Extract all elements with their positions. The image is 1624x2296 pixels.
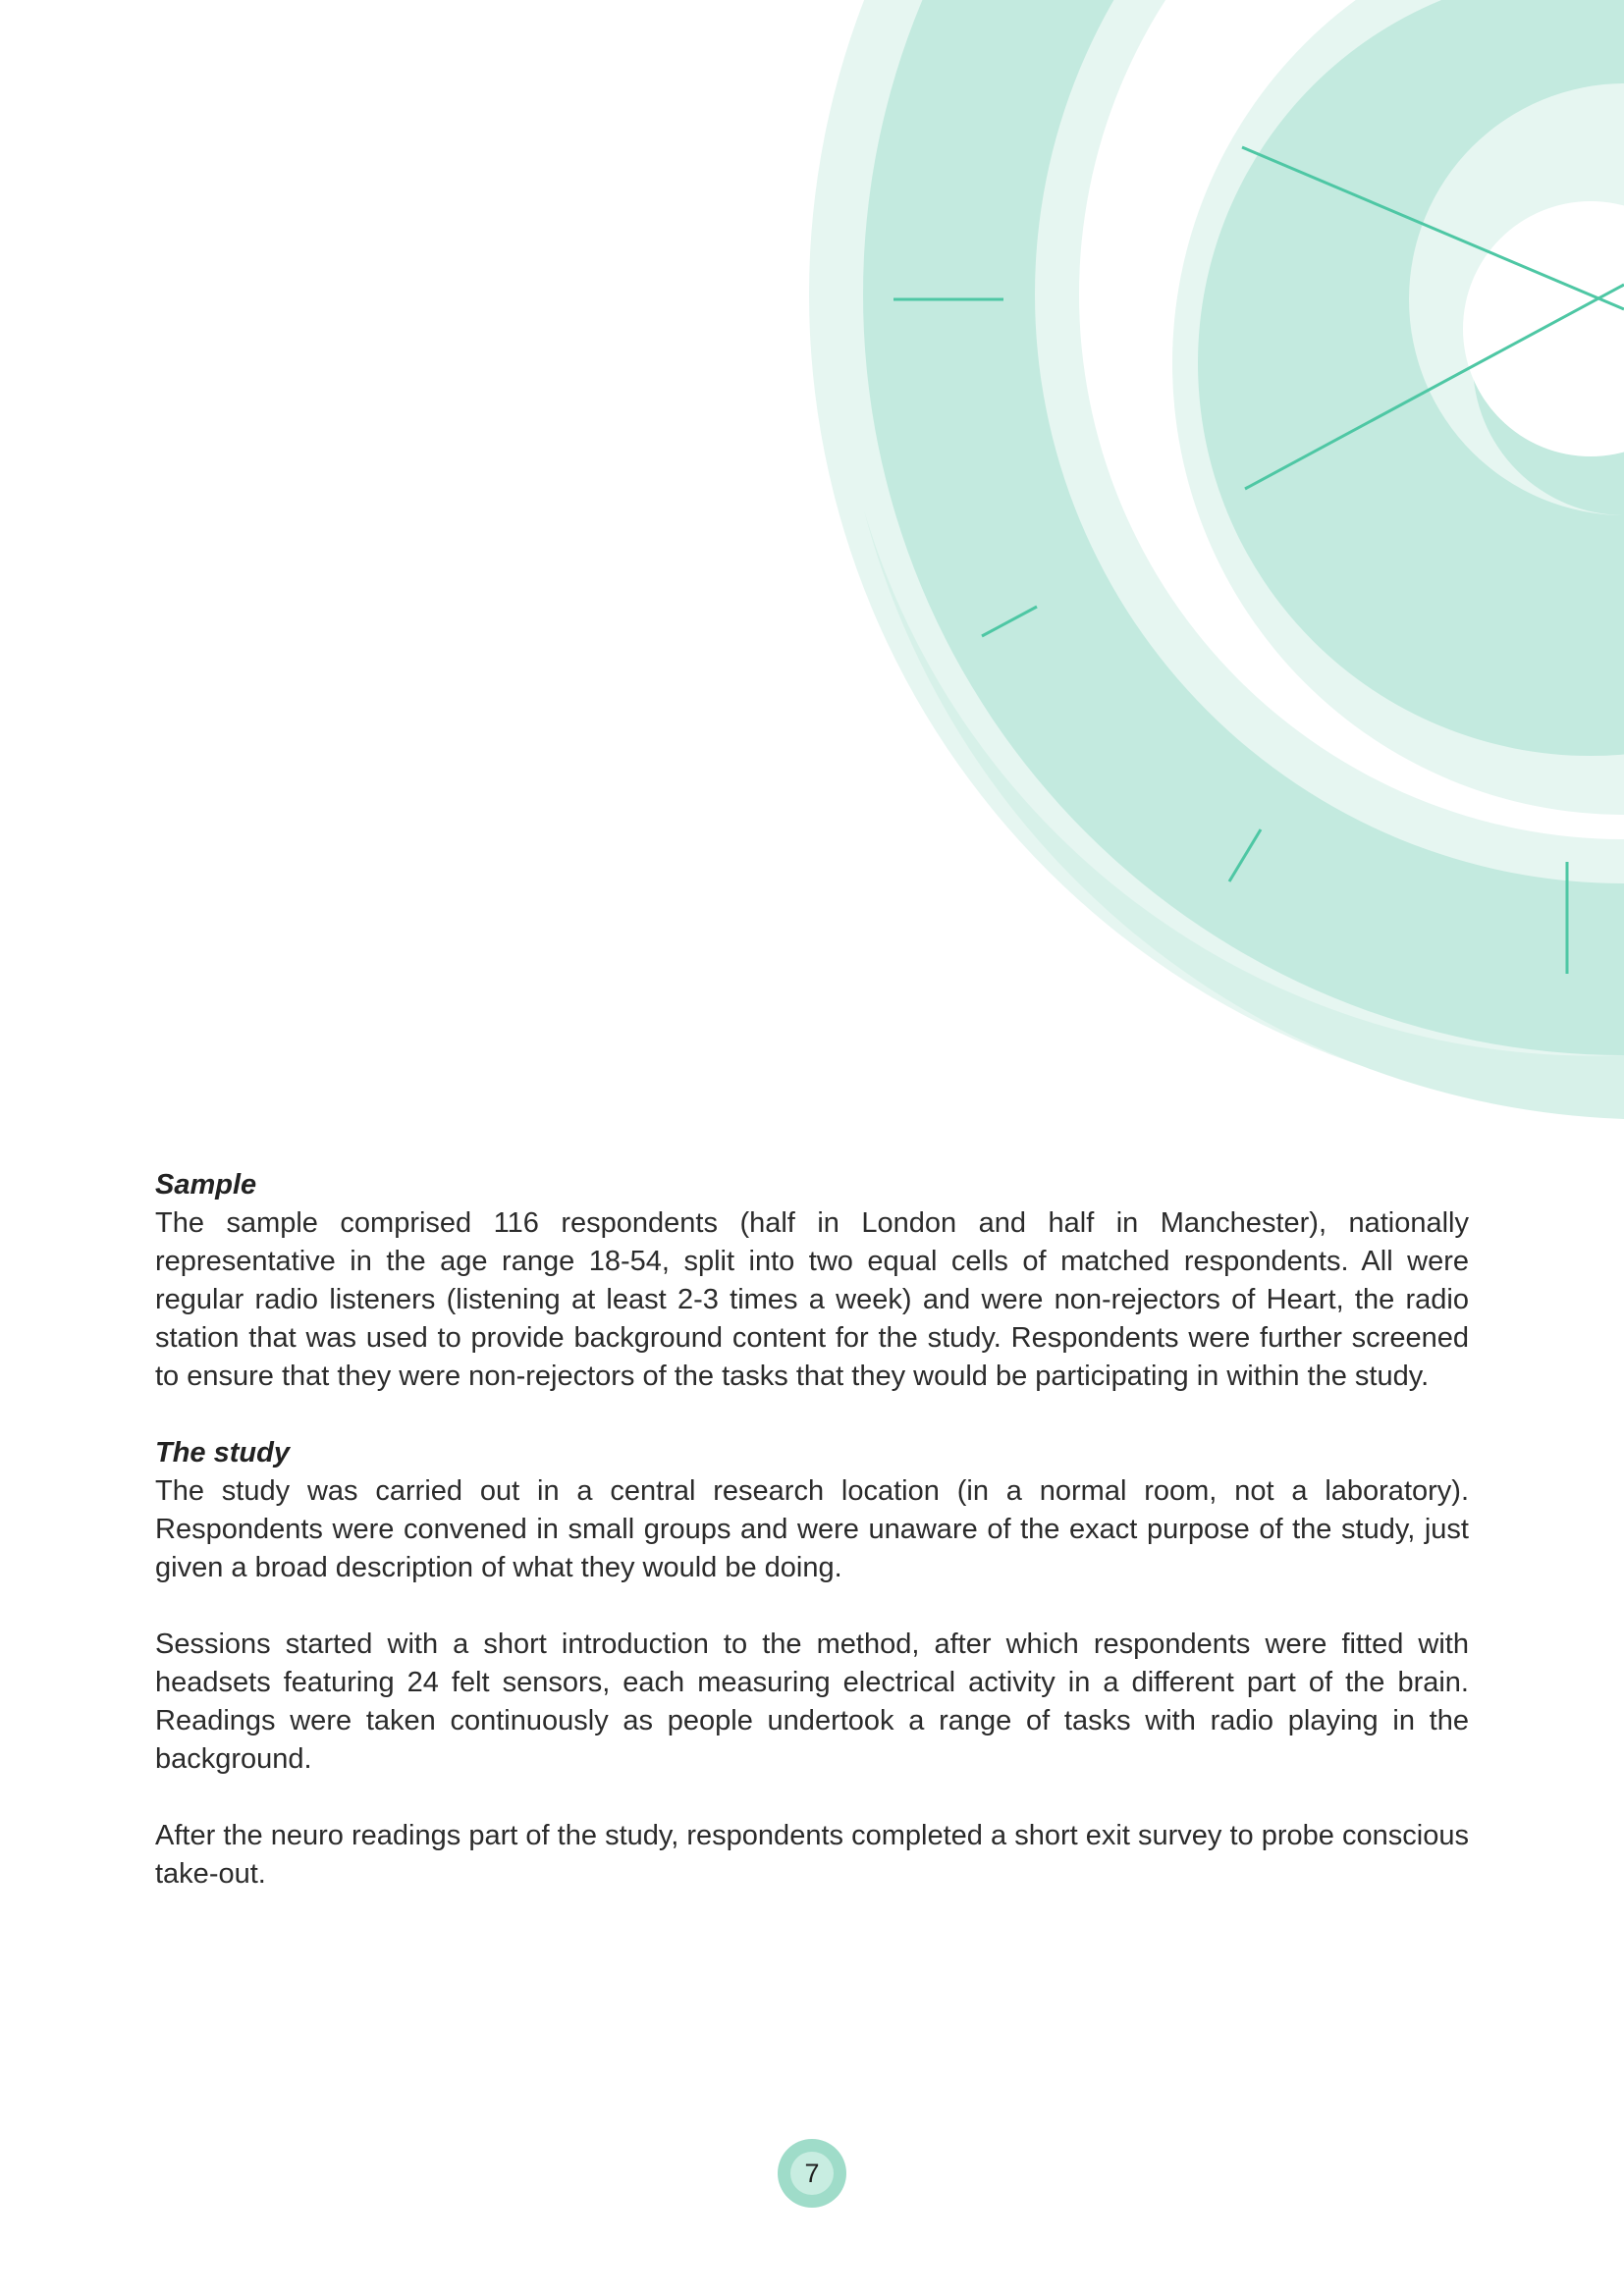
paragraph: After the neuro readings part of the study, respondents completed a short exit survey to probe conscious take-out. [155,1820,1469,1890]
page-number-badge [778,2139,846,2208]
section-heading-sample: Sample [155,1169,257,1201]
decorative-rings-graphic [0,0,1624,1119]
body-text [155,1166,1469,1932]
paragraph: The study was carried out in a central research location (in a normal room, not a laboratory). Respondents were convened in small groups and were unaware of the exact purpose of the study, just given a broad description of what they would be doing. [155,1475,1469,1583]
paragraph: Sessions started with a short introduction to the method, after which respondents were fitted with headsets featuring 24 felt sensors, each measuring electrical activity in a different part of the brain. Readings were taken continuously as people undertook a range of tasks with radio playing in the background. [155,1629,1469,1775]
section-heading-study: The study [155,1437,290,1468]
page-number: 7 [790,2152,834,2195]
paragraph: The sample comprised 116 respondents (half in London and half in Manchester), nationally representative in the age range 18-54, split into two equal cells of matched respondents. All were regular radio listeners (listening at least 2-3 times a week) and were non-rejectors of Heart, the radio station that was used to provide background content for the study. Respondents were further screened to ensure that they were non-rejectors of the tasks that they would be participating in within the study. [155,1207,1469,1392]
